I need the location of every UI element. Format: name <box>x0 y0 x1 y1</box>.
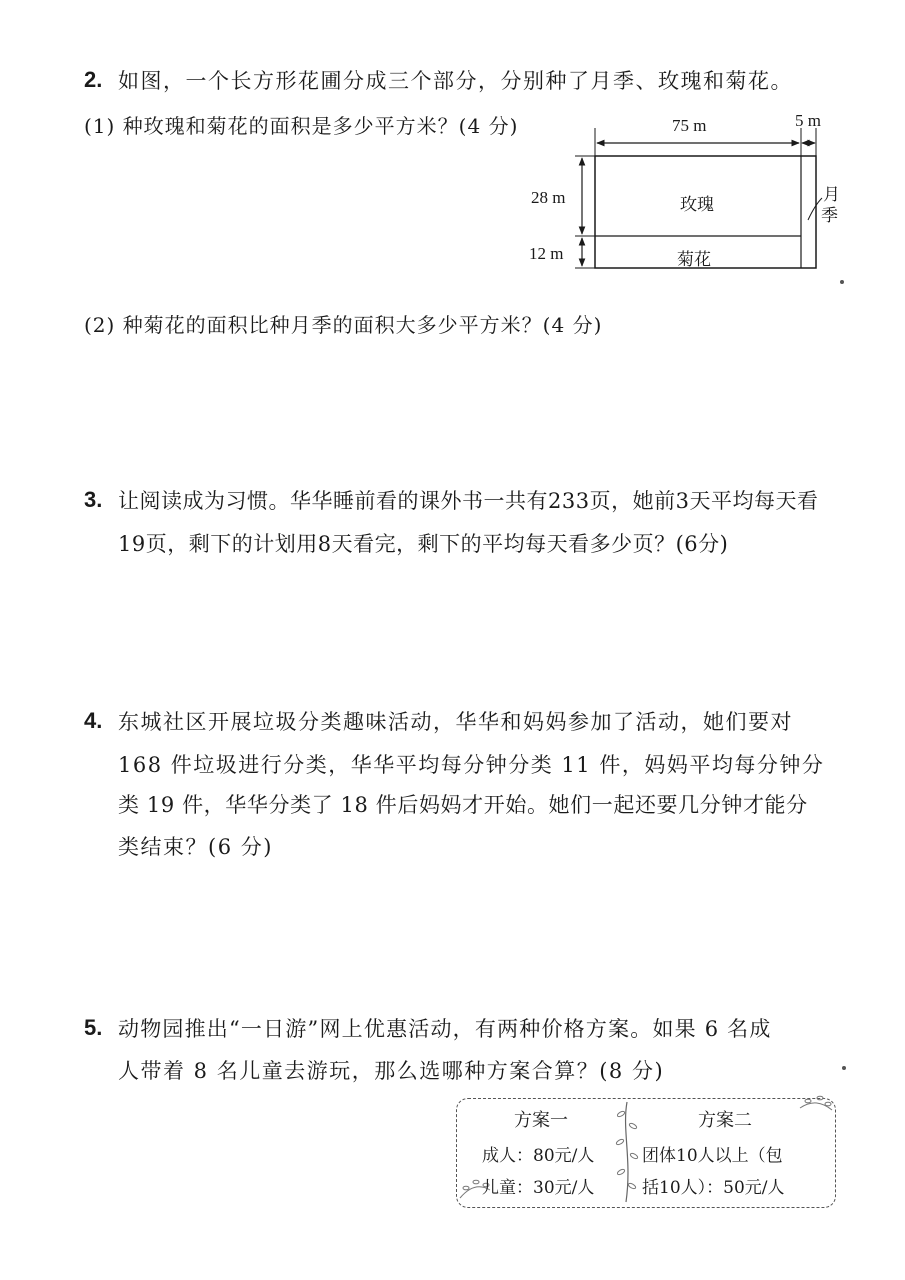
question-3-number: 3. <box>84 487 103 512</box>
question-2-part-1: (1) 种玫瑰和菊花的面积是多少平方米？(4 分) <box>84 114 519 138</box>
question-2-text: 如图，一个长方形花圃分成三个部分，分别种了月季、玫瑰和菊花。 <box>118 69 793 93</box>
plan-2-title: 方案二 <box>698 1110 752 1131</box>
question-3-line-2: 19页，剩下的计划用8天看完，剩下的平均每天看多少页？(6分) <box>118 532 729 556</box>
question-5-number: 5. <box>84 1015 103 1040</box>
dimension-75m: 75 m <box>672 116 707 135</box>
question-2-part-2: (2) 种菊花的面积比种月季的面积大多少平方米？(4 分) <box>84 313 603 337</box>
question-4-number: 4. <box>84 708 103 733</box>
question-2-number: 2. <box>84 67 103 92</box>
question-3-line-1: 让阅读成为习惯。华华睡前看的课外书一共有233页，她前3天平均每天看 <box>118 489 819 513</box>
rose-region-label: 玫瑰 <box>680 195 714 215</box>
question-4-line-4: 类结束？(6 分) <box>118 835 273 859</box>
rosa-chinensis-leader <box>808 198 822 220</box>
question-4-line-3: 类 19 件，华华分类了 18 件后妈妈才开始。她们一起还要几分钟才能分 <box>118 793 808 817</box>
question-4-line-1: 东城社区开展垃圾分类趣味活动，华华和妈妈参加了活动，她们要对 <box>118 710 793 734</box>
plan-1-title: 方案一 <box>514 1110 568 1131</box>
rosa-chinensis-label-top: 月 <box>823 185 840 205</box>
garden-diagram <box>0 0 905 300</box>
plan-1-adult-price: 成人：80元/人 <box>482 1146 595 1166</box>
plan-2-line-2: 括10人）：50元/人 <box>642 1178 785 1198</box>
dimension-5m: 5 m <box>795 111 821 130</box>
plan-1-child-price: 儿童：30元/人 <box>482 1178 595 1198</box>
question-5-line-2: 人带着 8 名儿童去游玩，那么选哪种方案合算？(8 分) <box>118 1059 665 1083</box>
question-5-line-1: 动物园推出“一日游”网上优惠活动，有两种价格方案。如果 6 名成 <box>118 1017 772 1041</box>
plan-2-line-1: 团体10人以上（包 <box>642 1146 783 1166</box>
question-4-line-2: 168 件垃圾进行分类，华华平均每分钟分类 11 件，妈妈平均每分钟分 <box>118 753 825 777</box>
chrysanthemum-region-label: 菊花 <box>677 250 711 270</box>
rosa-chinensis-label-bottom: 季 <box>821 206 838 226</box>
dimension-28m: 28 m <box>531 188 566 207</box>
scan-dot <box>842 1066 846 1070</box>
dimension-12m: 12 m <box>529 244 564 263</box>
scan-dot <box>840 280 844 284</box>
